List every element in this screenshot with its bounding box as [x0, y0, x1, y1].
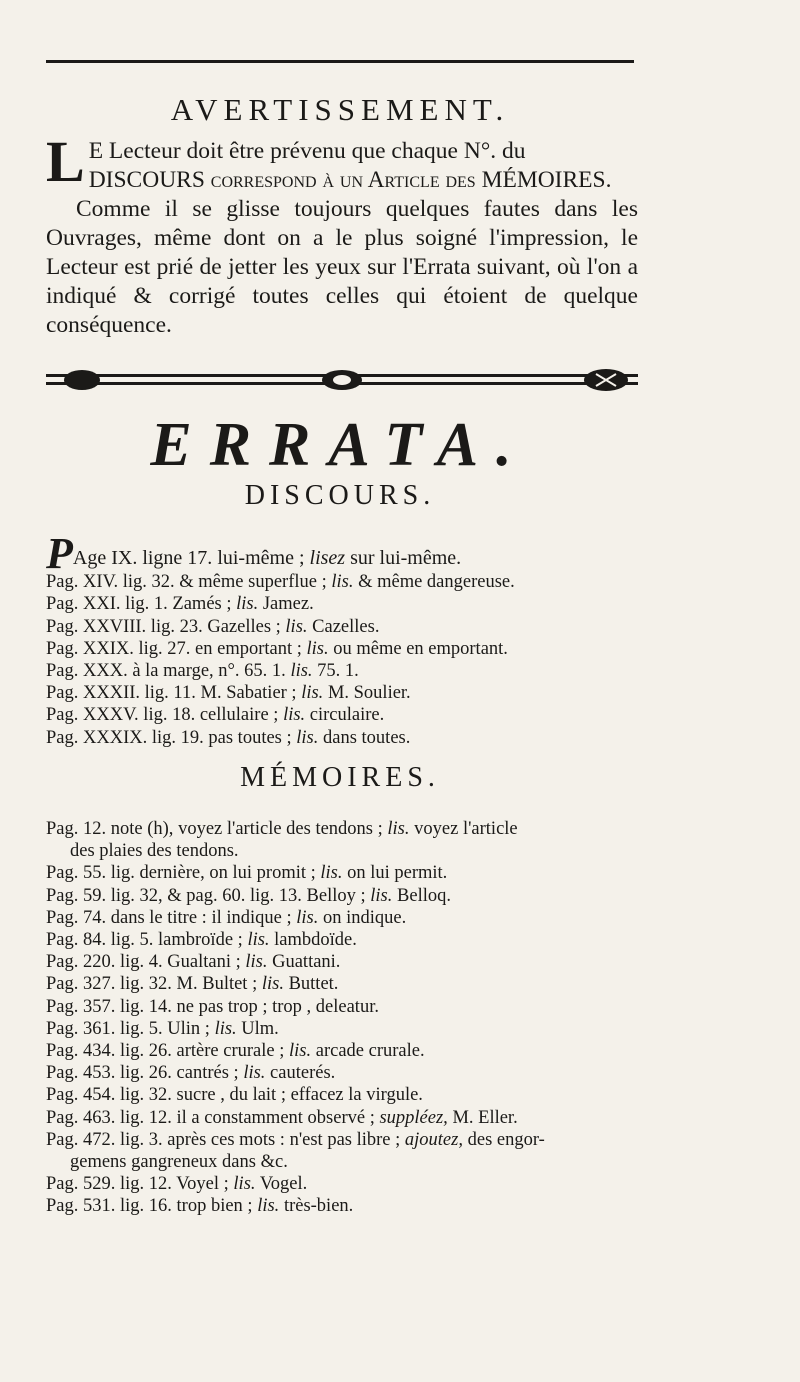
avertissement-paragraph-2: Comme il se glisse toujours quelques fautes dans les Ouvrages, même dont on a le plus soigné l'impression, le Lecteur est prié de jetter les yeux sur l'Errata suivant, où l'on a indiqué & corrigé toutes celles qui étoient de quelque conséquence.: [46, 196, 638, 338]
list-item: Pag. XXX. à la marge, n°. 65. 1. lis. 75. 1.: [46, 661, 359, 682]
list-item: Pag. XXIX. lig. 27. en emportant ; lis. ou même en emportant.: [46, 638, 508, 659]
list-item: Pag. XXXIX. lig. 19. pas toutes ; lis. dans toutes.: [46, 727, 411, 748]
list-item: Pag. 454. lig. 32. sucre , du lait ; effacez la virgule.: [46, 1085, 423, 1106]
list-item: Pag. 463. lig. 12. il a constamment observé ; suppléez, M. Eller.: [46, 1107, 518, 1128]
list-item: Pag. 357. lig. 14. ne pas trop ; trop , deleatur.: [46, 996, 379, 1017]
list-item: Pag. XXI. lig. 1. Zamés ; lis. Jamez.: [46, 594, 314, 615]
avertissement-title: AVERTISSEMENT.: [170, 92, 510, 127]
avertissement-text: [46, 129, 638, 340]
discours-entries: [46, 571, 646, 749]
list-item: Pag. 434. lig. 26. artère crurale ; lis. arcade crurale.: [46, 1041, 425, 1062]
list-item: Pag. XXXV. lig. 18. cellulaire ; lis. circulaire.: [46, 705, 385, 726]
ornament-divider: [46, 368, 638, 392]
list-item: Pag. 327. lig. 32. M. Bultet ; lis. Buttet.: [46, 974, 339, 995]
list-item-continuation: des plaies des tendons.: [70, 841, 239, 862]
errata-title: ERRATA.: [150, 411, 530, 479]
list-item: PAge IX. ligne 17. lui-même ; lisez sur lui-même.: [46, 529, 462, 578]
drop-cap: L: [46, 129, 85, 194]
list-item: Pag. 12. note (h), voyez l'article des tendons ; lis. voyez l'article: [46, 819, 518, 839]
discours-title: DISCOURS.: [244, 480, 436, 511]
avertissement-paragraph-1: L E Lecteur doit être prévenu que chaque N°. du DISCOURS correspond à un Article des MÉMOIRES.: [46, 129, 612, 194]
list-item: Pag. 59. lig. 32, & pag. 60. lig. 13. Belloy ; lis. Belloq.: [46, 885, 451, 906]
list-item: Pag. XXVIII. lig. 23. Gazelles ; lis. Cazelles.: [46, 616, 380, 637]
discours-list: [46, 529, 646, 749]
list-item-continuation: gemens gangreneux dans &c.: [70, 1152, 288, 1173]
list-item: Pag. 74. dans le titre : il indique ; lis. on indique.: [46, 907, 407, 928]
memoires-list: [46, 818, 646, 1218]
list-item: Pag. 453. lig. 26. cantrés ; lis. cauterés.: [46, 1063, 336, 1084]
memoires-title: MÉMOIRES.: [240, 762, 440, 793]
list-item: Pag. 361. lig. 5. Ulin ; lis. Ulm.: [46, 1018, 279, 1039]
list-item: Pag. 531. lig. 16. trop bien ; lis. très-bien.: [46, 1196, 354, 1217]
top-rule: [46, 60, 634, 63]
list-item: Pag. 55. lig. dernière, on lui promit ; lis. on lui permit.: [46, 863, 448, 884]
list-item: Pag. 529. lig. 12. Voyel ; lis. Vogel.: [46, 1174, 308, 1195]
memoires-entries: [46, 818, 646, 1218]
list-item: Pag. XXXII. lig. 11. M. Sabatier ; lis. M. Soulier.: [46, 683, 411, 704]
list-item: Pag. XIV. lig. 32. & même superflue ; lis. & même dangereuse.: [46, 572, 515, 593]
list-item: Pag. 472. lig. 3. après ces mots : n'est pas libre ; ajoutez, des engor-: [46, 1129, 545, 1150]
list-item: Pag. 220. lig. 4. Gualtani ; lis. Guattani.: [46, 952, 341, 973]
list-item: Pag. 84. lig. 5. lambroïde ; lis. lambdoïde.: [46, 930, 357, 951]
